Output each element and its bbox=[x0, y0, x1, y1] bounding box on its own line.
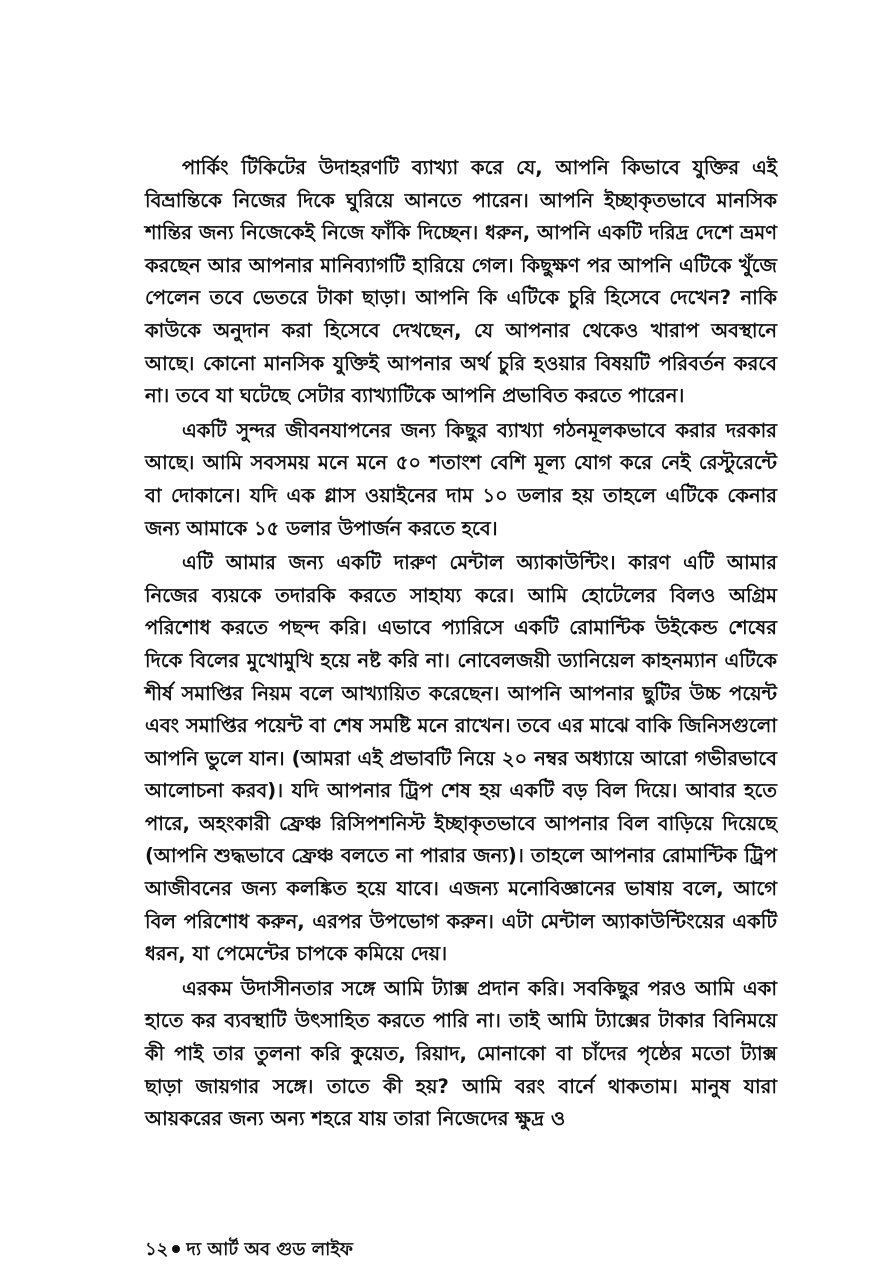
paragraph: একটি সুন্দর জীবনযাপনের জন্য কিছুর ব্যাখ্যা গঠনমূলকভাবে করার দরকার আছে। আমি সবসময় মনে মনে ৫০ শতাংশ বেশি মূল্য যোগ করে নেই রেস্টুরেন্টে বা দোকানে। যদি এক গ্লাস ওয়াইনের দাম ১০ ডলার হয় তাহলে এটিকে কেনার জন্য আমাকে ১৫ ডলার উপার্জন করতে হবে। bbox=[145, 418, 777, 540]
page-number: ১২ bbox=[145, 1239, 169, 1260]
bullet-icon bbox=[172, 1245, 180, 1253]
paragraph: এরকম উদাসীনতার সঙ্গে আমি ট্যাক্স প্রদান করি। সবকিছুর পরও আমি একা হাতে কর ব্যবস্থাটি উৎসাহিত করতে পারি না। তাই আমি ট্যাক্সের টাকার বিনিময়ে কী পাই তার তুলনা করি কুয়েত, রিয়াদ, মোনাকো বা চাঁদের পৃষ্ঠের মতো ট্যাক্স ছাড়া জায়গার সঙ্গে। তাতে কী হয়? আমি বরং বার্নে থাকতাম। মানুষ যারা আয়করের জন্য অন্য শহরে যায় তারা নিজেদের ক্ষুদ্র ও bbox=[145, 976, 777, 1131]
page-footer bbox=[145, 1235, 353, 1266]
running-title: দ্য আর্ট অব গুড লাইফ bbox=[186, 1239, 353, 1260]
paragraph: পার্কিং টিকিটের উদাহরণটি ব্যাখ্যা করে যে, আপনি কিভাবে যুক্তির এই বিভ্রান্তিকে নিজের দিকে ঘুরিয়ে আনতে পারেন। আপনি ইচ্ছাকৃতভাবে মানসিক শান্তির জন্য নিজেকেই নিজে ফাঁকি দিচ্ছেন। ধরুন, আপনি একটি দরিদ্র দেশে ভ্রমণ করছেন আর আপনার মানিব্যাগটি হারিয়ে গেল। কিছুক্ষণ পর আপনি এটিকে খুঁজে পেলেন তবে ভেতরে টাকা ছাড়া। আপনি কি এটিকে চুরি হিসেবে দেখেন? নাকি কাউকে অনুদান করা হিসেবে দেখছেন, যে আপনার থেকেও খারাপ অবস্থানে আছে। কোনো মানসিক যুক্তিই আপনার অর্থ চুরি হওয়ার বিষয়টি পরিবর্তন করবে না। তবে যা ঘটেছে সেটার ব্যাখ্যাটিকে আপনি প্রভাবিত করতে পারেন। bbox=[145, 156, 777, 408]
page-body bbox=[145, 152, 777, 1136]
paragraph: এটি আমার জন্য একটি দারুণ মেন্টাল অ্যাকাউন্টিং। কারণ এটি আমার নিজের ব্যয়কে তদারকি করতে সাহায্য করে। আমি হোটেলের বিলও অগ্রিম পরিশোধ করতে পছন্দ করি। এভাবে প্যারিসে একটি রোমান্টিক উইকেন্ড শেষের দিকে বিলের মুখোমুখি হয়ে নষ্ট করি না। নোবেলজয়ী ড্যানিয়েল কাহনম্যান এটিকে শীর্ষ সমাপ্তির নিয়ম বলে আখ্যায়িত করেছেন। আপনি আপনার ছুটির উচ্চ পয়েন্ট এবং সমাপ্তির পয়েন্ট বা শেষ সমষ্টি মনে রাখেন। তবে এর মাঝে বাকি জিনিসগুলো আপনি ভুলে যান। (আমরা এই প্রভাবটি নিয়ে ২০ নম্বর অধ্যায়ে আরো গভীরভাবে আলোচনা করব)। যদি আপনার ট্রিপ শেষ হয় একটি বড় বিল দিয়ে। আবার হতে পারে, অহংকারী ফ্রেঞ্চ রিসিপশনিস্ট ইচ্ছাকৃতভাবে আপনার বিল বাড়িয়ে দিয়েছে (আপনি শুদ্ধভাবে ফ্রেঞ্চ বলতে না পারার জন্য)। তাহলে আপনার রোমান্টিক ট্রিপ আজীবনের জন্য কলঙ্কিত হয়ে যাবে। এজন্য মনোবিজ্ঞানের ভাষায় বলে, আগে বিল পরিশোধ করুন, এরপর উপভোগ করুন। এটা মেন্টাল অ্যাকাউন্টিংয়ের একটি ধরন, যা পেমেন্টের চাপকে কমিয়ে দেয়। bbox=[145, 551, 777, 966]
